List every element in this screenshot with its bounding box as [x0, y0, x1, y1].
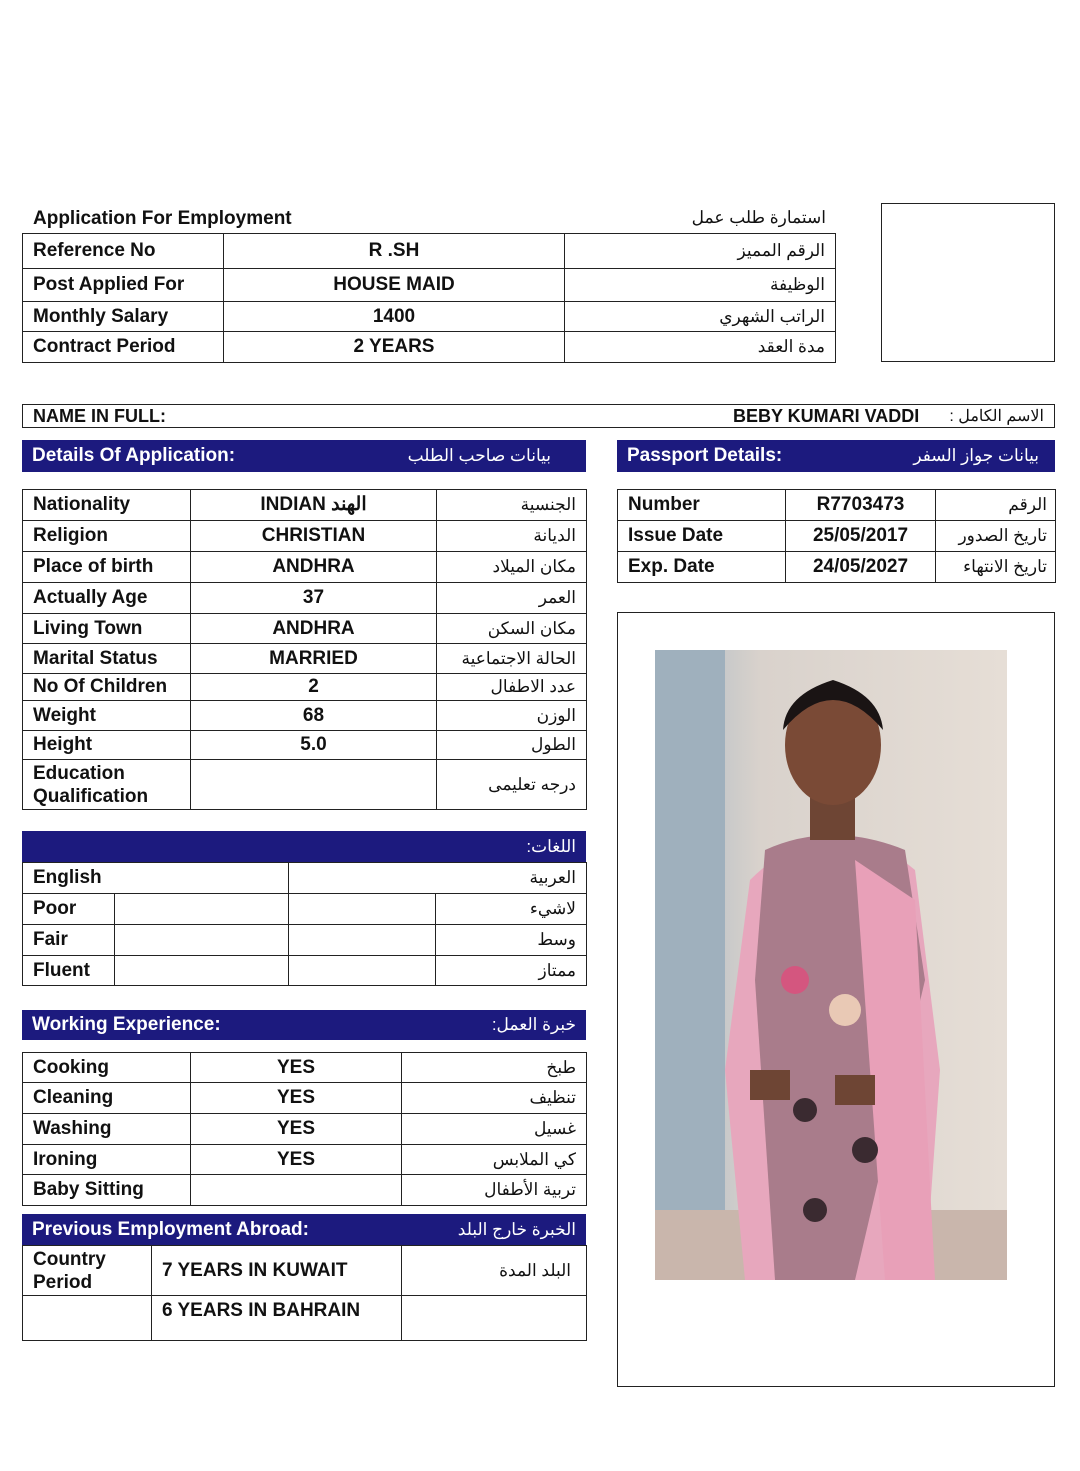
value [191, 1175, 402, 1206]
table-row [23, 1114, 587, 1145]
table-row [618, 521, 1056, 552]
table-row [23, 956, 587, 986]
label [23, 1246, 152, 1296]
table-row [23, 644, 587, 674]
table-row [23, 1053, 587, 1083]
details-header-ar: بيانات صاحب الطلب [407, 446, 551, 465]
label-ar: مكان الميلاد [437, 552, 587, 583]
label: Fluent [23, 956, 115, 986]
table-row [23, 1296, 587, 1341]
form-title-ar: استمارة طلب عمل [691, 208, 826, 227]
full-name-value: BEBY KUMARI VADDI [732, 405, 920, 426]
value: YES [191, 1145, 402, 1175]
label-ar: درجه تعليمى [437, 760, 587, 810]
table-row [23, 1246, 587, 1296]
abroad-table [22, 1245, 587, 1341]
arabic-level-cell [289, 894, 436, 925]
value: R .SH [224, 234, 565, 269]
label-ar: الوظيفة [565, 269, 836, 302]
label-line: Period [33, 1271, 93, 1293]
label: No Of Children [23, 674, 191, 701]
label-ar: تاريخ الصدور [936, 521, 1056, 552]
table-row [23, 1175, 587, 1206]
value: 1400 [224, 302, 565, 332]
details-header-en: Details Of Application: [32, 445, 236, 466]
passport-table [617, 489, 1056, 583]
label: Contract Period [23, 332, 224, 363]
label: Marital Status [23, 644, 191, 674]
table-row [23, 863, 587, 894]
label: Height [23, 731, 191, 760]
table-row [23, 234, 836, 269]
table-row-education [23, 760, 587, 810]
label: Cooking [23, 1053, 191, 1083]
label: Cleaning [23, 1083, 191, 1114]
label: Issue Date [618, 521, 786, 552]
table-row [23, 521, 587, 552]
table-row [23, 332, 836, 363]
value: 24/05/2027 [786, 552, 936, 583]
label: Place of birth [23, 552, 191, 583]
empty-cell [23, 1296, 152, 1341]
abroad-header [22, 1214, 586, 1245]
label-line: Country [33, 1248, 106, 1270]
details-table [22, 489, 587, 810]
value: HOUSE MAID [224, 269, 565, 302]
label-ar: الحالة الاجتماعية [437, 644, 587, 674]
label-ar: الراتب الشهري [565, 302, 836, 332]
label [23, 760, 191, 810]
label-ar: عدد الاطفال [437, 674, 587, 701]
label-ar: تنظيف [402, 1083, 587, 1114]
label: Living Town [23, 614, 191, 644]
label: Washing [23, 1114, 191, 1145]
table-row [23, 490, 587, 521]
table-row [23, 302, 836, 332]
value: 2 YEARS [224, 332, 565, 363]
english-level-cell [115, 925, 289, 956]
applicant-photo [655, 650, 1007, 1280]
table-row [618, 490, 1056, 521]
value: R7703473 [786, 490, 936, 521]
full-name-label: NAME IN FULL: [33, 405, 166, 426]
full-name-row [22, 404, 1055, 428]
value: 7 YEARS IN KUWAIT [152, 1246, 402, 1296]
label-ar: الرقم المميز [565, 234, 836, 269]
table-row [23, 552, 587, 583]
form-title-en: Application For Employment [33, 208, 292, 229]
label: Actually Age [23, 583, 191, 614]
experience-header-ar: خبرة العمل: [491, 1015, 576, 1034]
value: 5.0 [191, 731, 437, 760]
label: Baby Sitting [23, 1175, 191, 1206]
label: Monthly Salary [23, 302, 224, 332]
label: Ironing [23, 1145, 191, 1175]
english-level-cell [115, 894, 289, 925]
experience-header-en: Working Experience: [32, 1014, 221, 1035]
table-row [23, 269, 836, 302]
table-row [23, 583, 587, 614]
value: 6 YEARS IN BAHRAIN [152, 1296, 402, 1341]
value: 37 [191, 583, 437, 614]
empty-cell [402, 1296, 587, 1341]
languages-header-ar: اللغات: [526, 836, 576, 856]
label-ar: تاريخ الانتهاء [936, 552, 1056, 583]
label: English [23, 863, 289, 894]
experience-table [22, 1052, 587, 1206]
label-ar: طبخ [402, 1053, 587, 1083]
value: 2 [191, 674, 437, 701]
label-ar: العمر [437, 583, 587, 614]
table-row [23, 614, 587, 644]
photo-placeholder-box [881, 203, 1055, 362]
label: Post Applied For [23, 269, 224, 302]
value: 25/05/2017 [786, 521, 936, 552]
table-row [23, 894, 587, 925]
label-ar: الجنسية [437, 490, 587, 521]
value: CHRISTIAN [191, 521, 437, 552]
label-ar: مكان السكن [437, 614, 587, 644]
label-ar: البلد المدة [402, 1246, 587, 1296]
label: Exp. Date [618, 552, 786, 583]
abroad-header-en: Previous Employment Abroad: [32, 1218, 309, 1240]
table-row [23, 731, 587, 760]
arabic-level-cell [289, 925, 436, 956]
label-ar: وسط [436, 925, 587, 956]
details-header [22, 440, 586, 472]
full-name-label-ar: الاسم الكامل : [949, 408, 1044, 425]
label-ar: الطول [437, 731, 587, 760]
value: 68 [191, 701, 437, 731]
label-line: Qualification [33, 785, 149, 807]
value: YES [191, 1083, 402, 1114]
table-row [23, 1083, 587, 1114]
passport-header [617, 440, 1055, 472]
value: ANDHRA [191, 552, 437, 583]
label: Poor [23, 894, 115, 925]
table-row [23, 701, 587, 731]
value: YES [191, 1053, 402, 1083]
label-ar: العربية [289, 863, 587, 894]
languages-table [22, 862, 587, 986]
label-ar: الديانة [437, 521, 587, 552]
value: YES [191, 1114, 402, 1145]
label-ar: مدة العقد [565, 332, 836, 363]
value [191, 760, 437, 810]
table-row [23, 674, 587, 701]
label: Reference No [23, 234, 224, 269]
label: Weight [23, 701, 191, 731]
value: MARRIED [191, 644, 437, 674]
table-row [23, 1145, 587, 1175]
label-line: Education [33, 762, 125, 784]
label-ar: تربية الأطفال [402, 1175, 587, 1206]
label-ar: ممتاز [436, 956, 587, 986]
label-ar: الرقم [936, 490, 1056, 521]
passport-header-en: Passport Details: [627, 445, 783, 466]
label-ar: لاشيء [436, 894, 587, 925]
languages-header [22, 831, 586, 862]
english-level-cell [115, 956, 289, 986]
photo-frame [617, 612, 1055, 1387]
label: Religion [23, 521, 191, 552]
table-row [618, 552, 1056, 583]
label-ar: كي الملابس [402, 1145, 587, 1175]
experience-header [22, 1010, 586, 1040]
label-ar: الوزن [437, 701, 587, 731]
label-ar: غسيل [402, 1114, 587, 1145]
value: INDIAN الهند [191, 490, 437, 521]
top-info-table [22, 233, 836, 363]
passport-header-ar: بيانات جواز السفر [913, 446, 1039, 465]
value: ANDHRA [191, 614, 437, 644]
arabic-level-cell [289, 956, 436, 986]
label: Nationality [23, 490, 191, 521]
abroad-header-ar: الخبرة خارج البلد [457, 1219, 576, 1239]
label: Fair [23, 925, 115, 956]
label: Number [618, 490, 786, 521]
table-row [23, 925, 587, 956]
